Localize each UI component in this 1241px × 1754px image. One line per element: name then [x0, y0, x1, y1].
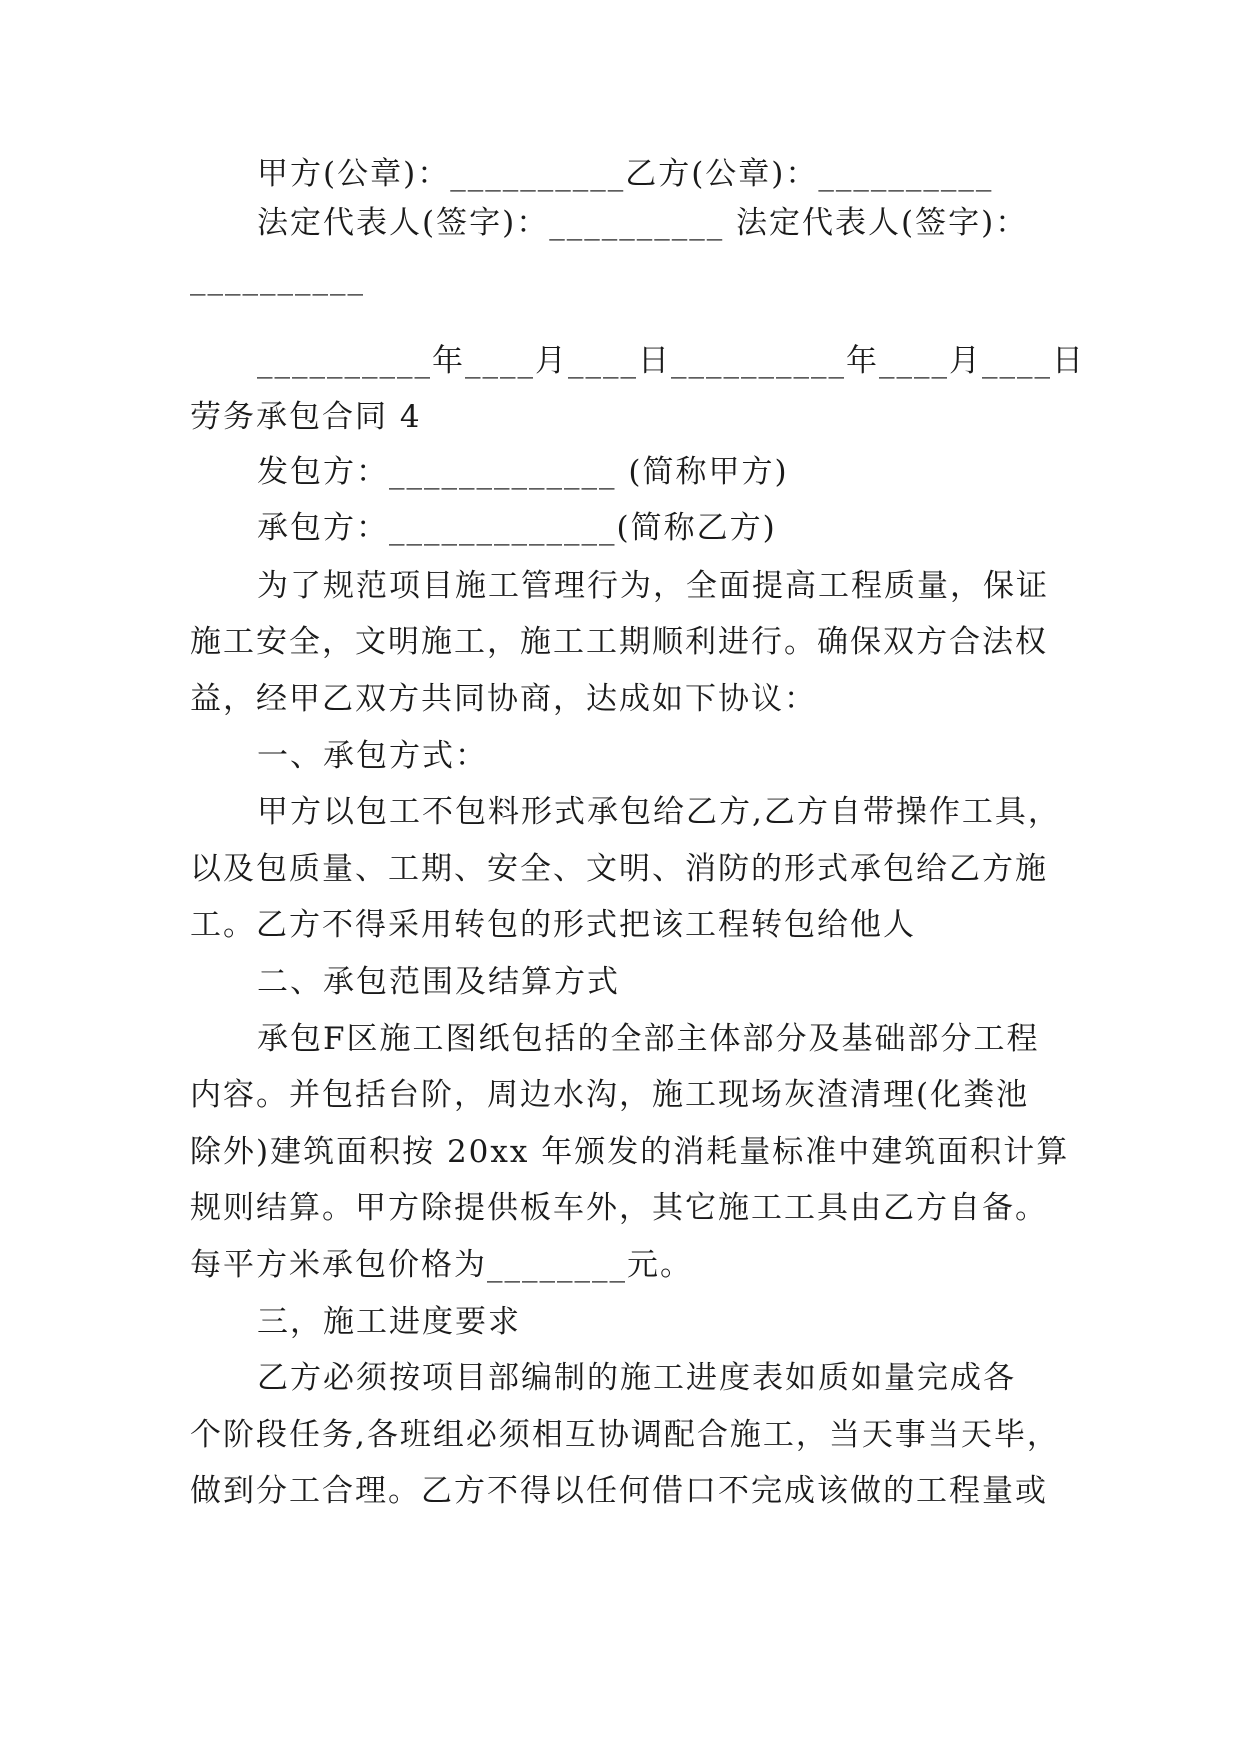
contractor-line: 发包方：_____________ (简称甲方) [257, 454, 789, 490]
paragraph-line: 工。乙方不得采用转包的形式把该工程转包给他人 [190, 907, 916, 943]
section-heading: 一、承包方式： [257, 738, 488, 774]
paragraph-line: 乙方必须按项目部编制的施工进度表如质如量完成各 [257, 1360, 1016, 1396]
paragraph-line: 除外)建筑面积按 20xx 年颁发的消耗量标准中建筑面积计算 [190, 1134, 1070, 1170]
signature-representative-blank: __________ [190, 260, 365, 296]
paragraph-line: 以及包质量、工期、安全、文明、消防的形式承包给乙方施 [190, 851, 1048, 887]
intro-line: 益，经甲乙双方共同协商，达成如下协议： [190, 681, 817, 717]
intro-line: 为了规范项目施工管理行为，全面提高工程质量，保证 [257, 568, 1049, 604]
paragraph-line: 做到分工合理。乙方不得以任何借口不完成该做的工程量或 [190, 1473, 1048, 1509]
paragraph-line: 承包F区施工图纸包括的全部主体部分及基础部分工程 [257, 1021, 1040, 1057]
paragraph-line: 内容。并包括台阶，周边水沟，施工现场灰渣清理(化粪池 [190, 1077, 1030, 1113]
date-line: __________年____月____日__________年____月____日 [257, 343, 1085, 379]
paragraph-line: 甲方以包工不包料形式承包给乙方,乙方自带操作工具， [257, 794, 1061, 830]
subcontractor-line: 承包方：_____________(简称乙方) [257, 510, 777, 546]
signature-party-line: 甲方(公章)：__________乙方(公章)：__________ [257, 156, 994, 192]
paragraph-line: 规则结算。甲方除提供板车外，其它施工工具由乙方自备。 [190, 1190, 1048, 1226]
paragraph-line: 每平方米承包价格为________元。 [190, 1247, 693, 1283]
section-heading: 三，施工进度要求 [257, 1304, 521, 1340]
intro-line: 施工安全，文明施工，施工工期顺利进行。确保双方合法权 [190, 624, 1048, 660]
signature-representative-line: 法定代表人(签字)：__________ 法定代表人(签字)： [257, 205, 1029, 241]
contract-title: 劳务承包合同 4 [190, 399, 422, 435]
section-heading: 二、承包范围及结算方式 [257, 964, 620, 1000]
paragraph-line: 个阶段任务,各班组必须相互协调配合施工，当天事当天毕， [190, 1417, 1060, 1453]
